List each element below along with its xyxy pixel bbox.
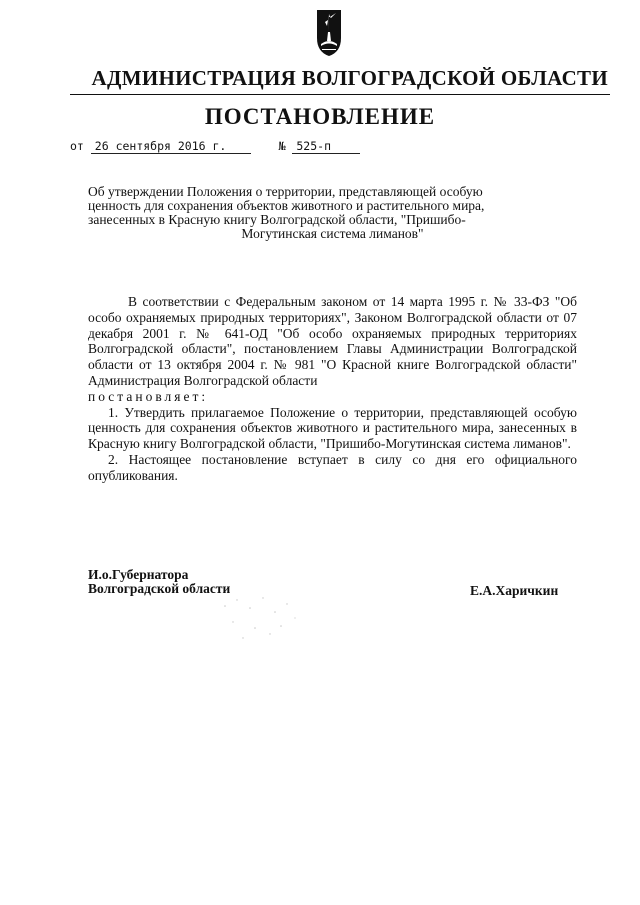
header-divider [70,94,610,95]
signatory-name: Е.А.Харичкин [470,583,559,598]
subject-line: занесенных в Красную книгу Волгоградской области, "Пришибо- [88,212,466,227]
decree-item-2: 2. Настоящее постановление вступает в силу со дня его официального опубликования. [88,451,577,483]
from-label: от [70,139,84,153]
document-type-title: ПОСТАНОВЛЕНИЕ [204,104,436,129]
subject-line: Могутинская система лиманов" [241,226,424,241]
decree-item-1: 1. Утвердить прилагаемое Положение о территории, представляющей особую ценность для сохранения объектов животного и растительного мира, занесенных в Красную книгу Волгоградской области, "Пришибо-Могутинская система лиманов". [88,404,577,452]
document-date: 26 сентября 2016 г. [91,140,251,154]
document-dateline [70,139,360,154]
coat-of-arms-icon [314,8,344,58]
signatory-title [88,568,230,596]
signatory-title-line: И.о.Губернатора [88,567,189,582]
number-label: № [278,139,286,153]
document-number: 525-п [292,140,360,154]
document-subject [88,185,577,241]
document-body [88,294,577,484]
organization-title: АДМИНИСТРАЦИЯ ВОЛГОГРАДСКОЙ ОБЛАСТИ [91,66,608,90]
signatory-title-line: Волгоградской области [88,581,231,596]
subject-line: Об утверждении Положения о территории, представляющей особую [88,184,483,199]
subject-line: ценность для сохранения объектов животного и растительного мира, [88,198,485,213]
decree-word: постановляет: [88,388,209,404]
preamble-paragraph: В соответствии с Федеральным законом от 14 марта 1995 г. № 33-ФЗ "Об особо охраняемых природных территориях", Законом Волгоградской области от 07 декабря 2001 г. № 641-ОД "Об особо охраняемых природных территориях Волгоградской области", постановлением Главы Администрации Волгоградской области от 13 октября 2004 г. № 981 "О Красной книге Волгоградской области" Администрация Волгоградской области [88,294,577,388]
faint-signature-trace [215,588,305,648]
